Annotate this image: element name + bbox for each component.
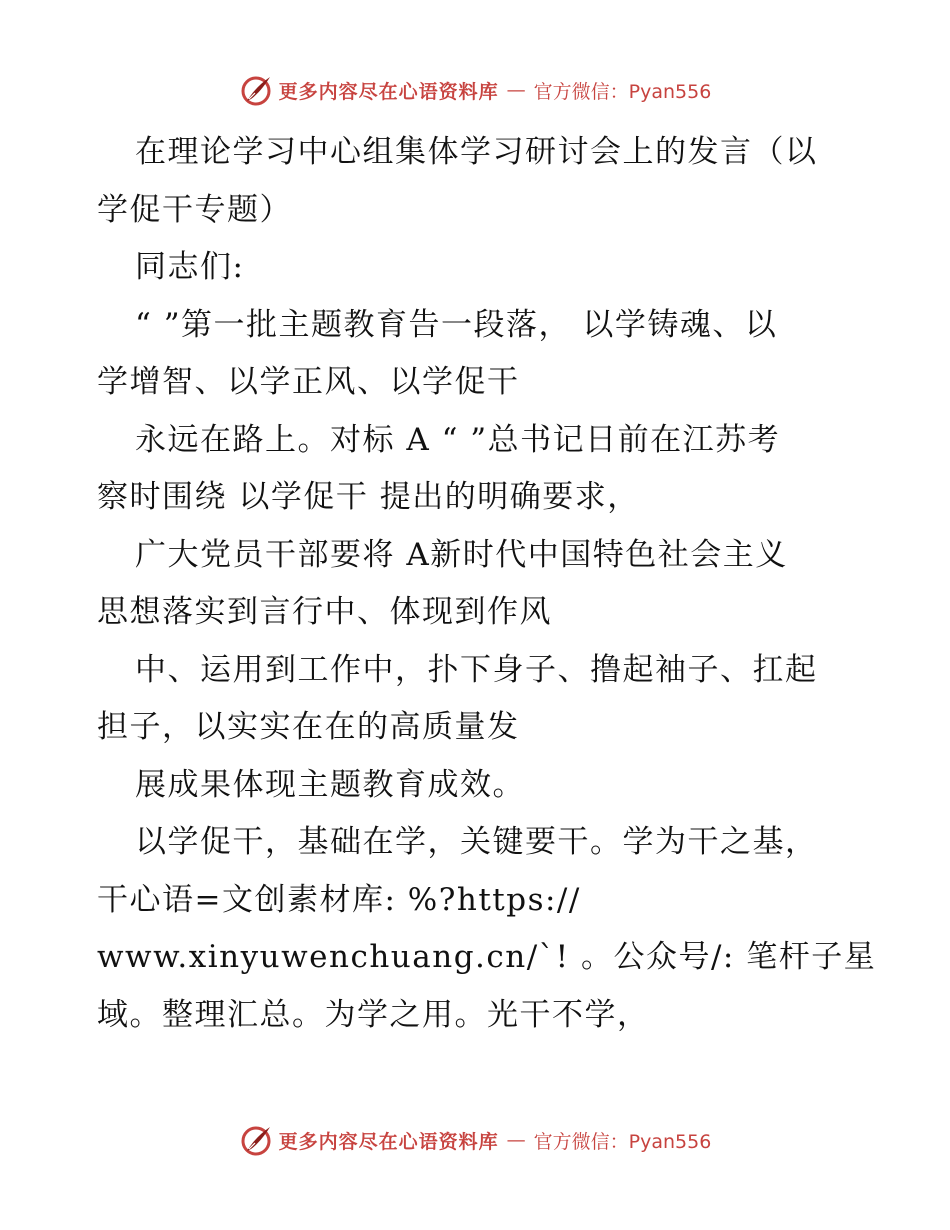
feather-quill-logo-icon — [239, 1123, 273, 1157]
document-body — [97, 124, 877, 1044]
footer-banner — [0, 1120, 950, 1160]
banner-title: 更多内容尽在心语资料库 — [278, 80, 499, 103]
body-line: www.xinyuwenchuang.cn/`! 。公众号/: 笔杆子星 — [97, 939, 877, 975]
body-line: 永远在路上。对标 A “ ”总书记日前在江苏考 — [135, 421, 781, 458]
feather-quill-logo-icon — [239, 73, 273, 107]
title-line-1: 在理论学习中心组集体学习研讨会上的发言（以 — [135, 134, 818, 170]
banner-wechat: 官方微信：Pyan556 — [533, 80, 712, 103]
body-line: 域。整理汇总。为学之用。光干不学， — [97, 996, 650, 1033]
body-line: 干心语=文创素材库: %?https:// — [97, 881, 581, 918]
body-line: 广大党员干部要将 A新时代中国特色社会主义 — [135, 536, 788, 573]
body-line: 担子，以实实在在的高质量发 — [97, 709, 520, 745]
title-line-2: 学促干专题） — [97, 191, 292, 228]
banner-wechat: 官方微信：Pyan556 — [533, 1130, 712, 1153]
banner-separator: — — [506, 79, 526, 101]
body-line: 中、运用到工作中，扑下身子、撸起袖子、扛起 — [135, 651, 818, 688]
body-line: 展成果体现主题教育成效。 — [135, 766, 525, 803]
body-line: 学增智、以学正风、以学促干 — [97, 364, 520, 400]
banner-title: 更多内容尽在心语资料库 — [278, 1130, 499, 1153]
salutation: 同志们: — [135, 249, 245, 285]
body-line: 思想落实到言行中、体现到作风 — [97, 594, 552, 630]
body-line: 察时围绕 以学促干 提出的明确要求， — [97, 479, 640, 515]
header-banner — [0, 70, 950, 110]
body-line: 以学促干，基础在学，关键要干。学为干之基， — [135, 824, 818, 860]
body-line: “ ”第一批主题教育告一段落， 以学铸魂、以 — [135, 306, 778, 343]
banner-separator: — — [506, 1129, 526, 1151]
